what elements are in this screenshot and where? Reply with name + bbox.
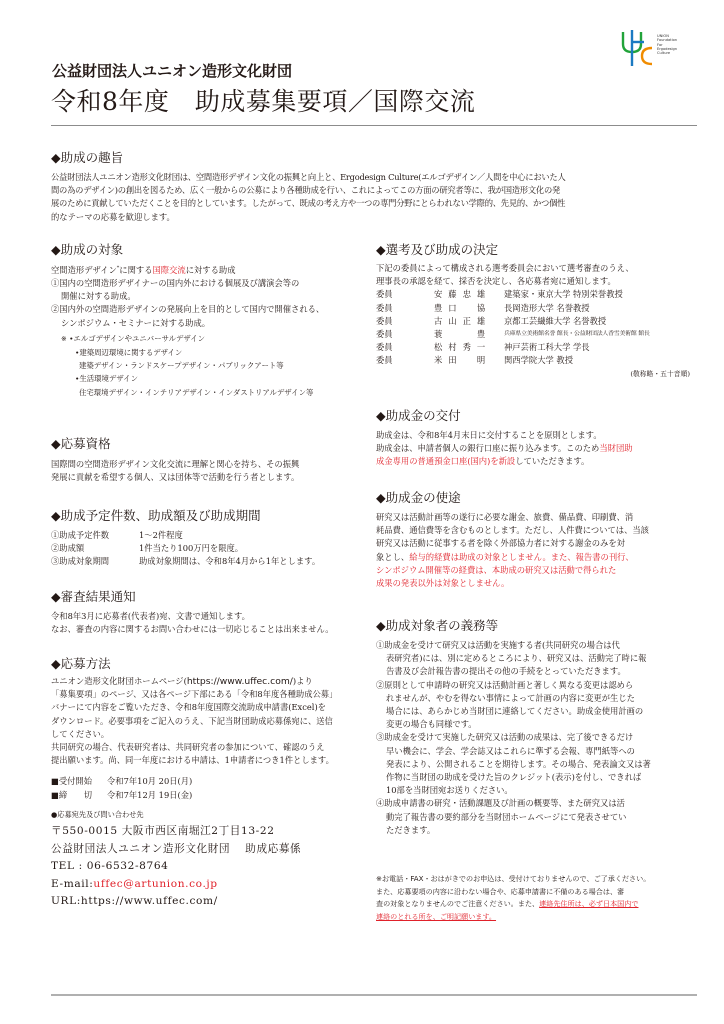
section-heading: ◆選考及び助成の決定	[376, 242, 499, 257]
committee-table	[376, 288, 698, 367]
footer-divider	[51, 994, 697, 996]
section-selection	[376, 242, 698, 381]
note-line: 査の対象となりませんのでご注意ください。また、連絡先住所は、必ず日本国内で	[376, 899, 639, 909]
section-target	[51, 242, 369, 399]
committee-footnote: (敬称略・五十音順)	[630, 369, 690, 378]
payment-line: 助成金は、申請者個人の銀行口座に振り込みます。このため当財団助	[376, 443, 633, 454]
usage-line: 成果の発表以外は対象としません。	[376, 578, 510, 589]
eligibility-line: 発展に貢献を希望する個人、又は団体等で活動を行う者とします。	[51, 472, 300, 483]
uffec-logo-mark-icon	[620, 28, 656, 68]
duty-line: 場合には、あらかじめ当財団に連絡してください。助成金使用計画の	[386, 706, 644, 717]
duty-line: 変更の場合も同様です。	[386, 719, 477, 730]
header-divider	[51, 125, 697, 126]
duty-line: 早い機会に、学会、学会誌又はこれらに準ずる会報、専門紙等への	[386, 745, 635, 756]
committee-member: 委員 安藤忠雄 建築家・東京大学 特別栄誉教授	[376, 289, 623, 300]
highlight-international-exchange: 国際交流	[152, 264, 186, 275]
grant-row: ①助成予定件数 1～2件程度	[51, 530, 183, 540]
contact-tel: TEL : 06-6532-8764	[51, 860, 169, 873]
grant-row: ②助成額 1件当たり100万円を限度。	[51, 543, 244, 554]
duty-line: ②原則として申請時の研究又は活動計画と著しく異なる変更は認めら	[376, 679, 634, 690]
section-heading: ◆助成金の交付	[376, 408, 461, 423]
target-item: ②国内外の空間造形デザインの発展向上を目的として国内で開催される、	[51, 304, 325, 315]
committee-member: 委員 蓑 豊 兵庫県立美術館名誉 館長・公益財団法人香雪美術館 館長	[376, 329, 650, 340]
contact-block	[51, 823, 369, 911]
section-payment	[376, 408, 698, 469]
usage-line: 耗品費、通信費等を含むものとします。ただし、人件費については、当該	[376, 525, 649, 536]
purpose-line: 的なテーマの応募を歓迎します。	[51, 211, 175, 222]
committee-member: 委員 米田 明 関西学院大学 教授	[376, 355, 574, 366]
start-label: ■受付開始	[51, 776, 93, 787]
contact-address: 〒550-0015 大阪市西区南堀江2丁目13-22	[51, 825, 275, 838]
note-line: また、応募要項の内容に沿わない場合や、応募申請書に不備のある場合は、審	[376, 886, 625, 896]
duty-line: 作物に当財団の助成を受けた旨のクレジット(表示)を付し、できれば	[386, 772, 642, 783]
note-line: 連絡のとれる所を、ご明記願います。	[376, 911, 497, 921]
usage-line: 研究又は活動計画等の遂行に必要な謝金、旅費、備品費、印刷費、消	[376, 512, 634, 522]
page-title: 令和8年度 助成募集要項／国際交流	[51, 87, 476, 116]
section-usage	[376, 490, 698, 590]
payment-line: 成金専用の普通預金口座(国内)を新設していただきます。	[376, 456, 590, 467]
contact-url[interactable]: URL:https://www.uffec.com/	[51, 895, 218, 908]
organization-name: 公益財団法人ユニオン造形文化財団	[52, 62, 293, 80]
apply-line: 「募集要項」のページ、又は各ページ下部にある「令和8年度各種助成公募」	[51, 689, 338, 700]
section-heading: ◆助成対象者の義務等	[376, 618, 499, 633]
section-heading: ◆助成の趣旨	[51, 150, 124, 165]
committee-member: 委員 松村秀一 神戸芸術工科大学 学長	[376, 342, 590, 353]
purpose-line: 公益財団法人ユニオン造形文化財団は、空間造形デザイン文化の振興と向上と、Ergodesign Culture(エルゴデザイン／人間を中心においた人	[51, 172, 566, 182]
duty-line: ①助成金を受けて研究又は活動を実施する者(共同研究の場合は代	[376, 640, 620, 650]
section-apply	[51, 656, 369, 911]
committee-member: 委員 古山正雄 京都工芸繊維大学 名誉教授	[376, 315, 607, 326]
section-heading: ◆助成金の使途	[376, 490, 461, 505]
contact-heading: ●応募宛先及び問い合わせ先	[51, 809, 144, 819]
target-item: ①国内の空間造形デザイナーの国内外における個展及び講演会等の	[51, 277, 300, 288]
duty-line: ④助成申請書の研究・活動課題及び計画の概要等、また研究又は活	[376, 798, 625, 809]
contact-org: 公益財団法人ユニオン造形文化財団 助成応募係	[51, 842, 302, 855]
application-dates	[51, 775, 369, 801]
purpose-line: 間の為のデザイン)の創出を図るため、広く一般からの公募により各種助成を行い、これによってこの方面の研究者等に、我が国造形文化の発	[51, 185, 561, 196]
purpose-line: 展のために貢献していただくことを目的としています。したがって、既成の考え方や一つの専門分野にとらわれない学際的、先見的、かつ個性	[51, 198, 566, 209]
homepage-link[interactable]: https://www.uffec.com/	[186, 676, 293, 687]
duty-line: 表研究者)には、別に定めるところにより、研究又は、活動完了時に報	[386, 653, 647, 664]
section-grant	[51, 508, 369, 569]
section-eligibility	[51, 436, 369, 484]
logo-text: UNION Foundation For Ergodesign Culture	[657, 34, 678, 56]
contact-email: E-mail:uffec@artunion.co.jp	[51, 877, 218, 890]
duty-line: 10部を当財団宛お送りください。	[386, 785, 513, 796]
section-purpose	[51, 150, 701, 224]
selection-line: 理事長の承認を経て、採否を決定し、各応募者宛に通知します。	[376, 276, 616, 287]
section-notice	[51, 589, 369, 636]
duty-line: ただきます。	[386, 824, 436, 835]
section-duties	[376, 618, 698, 837]
duty-line: れませんが、やむを得ない事情によって計画の内容に変更が生じた	[386, 692, 635, 703]
start-date: 令和7年10月 20日(月)	[107, 776, 193, 787]
apply-line: ユニオン造形文化財団ホームページ(https://www.uffec.com/)より	[51, 676, 313, 687]
selection-line: 下記の委員によって構成される選考委員会において選考審査のうえ、	[376, 263, 634, 273]
duty-line: 動完了報告書の要約部分を当財団ホームページにて発表させてい	[386, 811, 627, 822]
duty-line: 告書及び会計報告書の提出その他の手続をとっていただきます。	[386, 666, 626, 677]
end-date: 令和7年12月 19日(金)	[107, 789, 193, 800]
email-link[interactable]: uffec@artunion.co.jp	[93, 877, 218, 890]
target-intro: 空間造形デザイン*に関する国際交流に対する助成	[51, 264, 236, 275]
section-heading: ◆審査結果通知	[51, 589, 136, 604]
section-heading: ◆助成予定件数、助成額及び助成期間	[51, 508, 261, 523]
apply-line: 提出願います。尚、同一年度における申請は、1申請者につき1件とします。	[51, 755, 334, 766]
committee-member: 委員 豊口 協 長岡造形大学 名誉教授	[376, 302, 590, 313]
duty-line: 発表により、公開されることを期待します。その場合、発表論文又は著	[386, 758, 651, 769]
eligibility-line: 国際間の空間造形デザイン文化交流に理解と関心を持ち、その振興	[51, 459, 300, 469]
apply-line: ダウンロード。必要事項をご記入のうえ、下記当財団助成応募係宛に、送信	[51, 715, 333, 726]
duty-line: ③助成金を受けて実施した研究又は活動の成果は、完了後できるだけ	[376, 732, 634, 743]
foundation-logo	[620, 28, 700, 68]
notice-line: なお、審査の内容に関するお問い合わせには一切応じることは出来ません。	[51, 624, 334, 635]
usage-line: シンポジウム開催等の経費は、本助成の研究又は活動で得られた	[376, 564, 617, 575]
usage-line: 象とし、給与的経費は助成の対象としません。また、報告書の刊行、	[376, 551, 634, 562]
section-notes	[376, 873, 698, 923]
note-line: ※お電話・FAX・おはがきでのお申込は、受付けておりませんので、ご了承ください。	[376, 874, 651, 883]
usage-line: 研究又は活動に従事する者を除く外部協力者に対する謝金のみを対	[376, 538, 625, 549]
apply-line: してください。	[51, 728, 110, 739]
target-notes: ※ •エルゴデザインやユニバーサルデザイン •建築周辺環境に関するデザイン 建築デザイン・ランドスケープデザイン・パブリックアート等 •生活環境デザイン 住宅環境デザイン・インテリアデザイン・インダストリアルデザイン等	[61, 333, 314, 397]
target-item: シンポジウム・セミナーに対する助成。	[61, 317, 211, 328]
end-label: ■締 切	[51, 789, 93, 800]
section-heading: ◆応募資格	[51, 436, 111, 451]
target-item: 開催に対する助成。	[61, 291, 136, 302]
apply-line: バナーにて内容をご覧いただき、令和8年度国際交流助成申請書(Excel)を	[51, 702, 326, 713]
grant-row: ③助成対象期間 助成対象期間は、令和8年4月から1年とします。	[51, 556, 321, 567]
section-heading: ◆助成の対象	[51, 242, 124, 257]
apply-line: 共同研究の場合、代表研究者は、共同研究者の参加について、確認のうえ	[51, 742, 325, 753]
notice-line: 令和8年3月に応募者(代表者)宛、文書で通知します。	[51, 611, 250, 621]
section-heading: ◆応募方法	[51, 656, 111, 671]
payment-line: 助成金は、令和8年4月末日に交付することを原則とします。	[376, 430, 602, 440]
